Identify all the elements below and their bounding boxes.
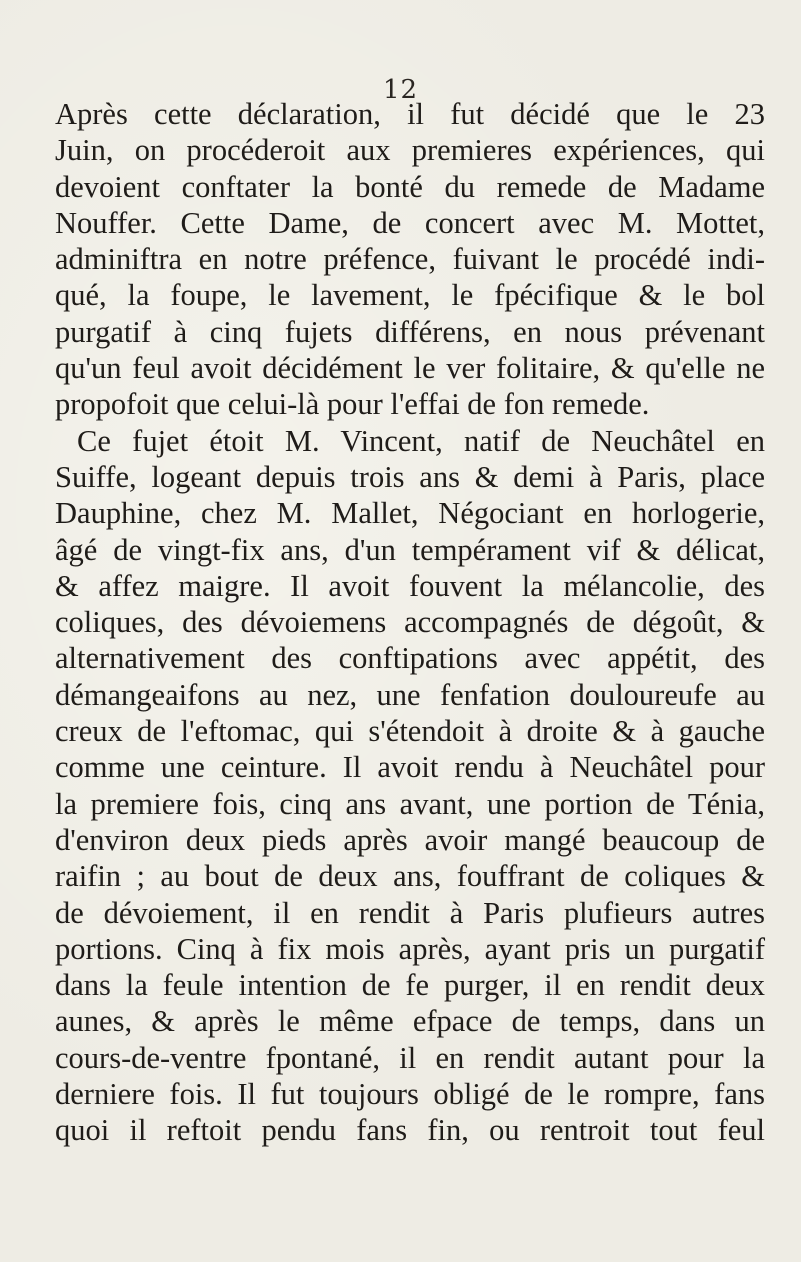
text-line: de dévoiement, il en rendit à Paris plufieurs autres — [55, 895, 765, 930]
text-line: propofoit que celui-là pour l'effai de fon remede. — [55, 387, 650, 422]
text-line: devoient conftater la bonté du remede de Madame — [55, 169, 765, 204]
text-line: Dauphine, chez M. Mallet, Négociant en horlogerie, — [55, 496, 765, 531]
text-line: qu'un feul avoit décidément le ver folitaire, & qu'elle ne — [55, 351, 765, 386]
body-text — [55, 96, 765, 1149]
text-line: coliques, des dévoiemens accompagnés de dégoût, & — [55, 605, 765, 640]
text-line: portions. Cinq à fix mois après, ayant pris un purgatif — [55, 931, 765, 966]
text-line: raifin ; au bout de deux ans, fouffrant de coliques & — [55, 859, 765, 894]
text-line: âgé de vingt-fix ans, d'un tempérament vif & délicat, — [55, 532, 765, 567]
page-number: 12 — [382, 75, 419, 105]
text-line: Juin, on procéderoit aux premieres expériences, qui — [55, 133, 765, 168]
text-line: creux de l'eftomac, qui s'étendoit à droite & à gauche — [55, 714, 765, 749]
text-line: Après cette déclaration, il fut décidé que le 23 — [55, 97, 765, 131]
text-line: Suiffe, logeant depuis trois ans & demi à Paris, place — [55, 459, 765, 494]
text-line: d'environ deux pieds après avoir mangé beaucoup de — [55, 822, 765, 857]
text-line: cours-de-ventre fpontané, il en rendit autant pour la — [55, 1040, 765, 1075]
text-line: aunes, & après le même efpace de temps, dans un — [55, 1004, 765, 1039]
text-line: adminiftra en notre préfence, fuivant le procédé indi- — [55, 242, 765, 277]
text-line: dans la feule intention de fe purger, il en rendit deux — [55, 968, 765, 1003]
text-line: Ce fujet étoit M. Vincent, natif de Neuchâtel en — [77, 423, 765, 458]
text-line: & affez maigre. Il avoit fouvent la mélancolie, des — [55, 568, 765, 603]
text-line: derniere fois. Il fut toujours obligé de le rompre, fans — [55, 1077, 765, 1112]
text-line: comme une ceinture. Il avoit rendu à Neuchâtel pour — [55, 750, 765, 785]
text-line: alternativement des conftipations avec appétit, des — [55, 641, 765, 676]
text-line: la premiere fois, cinq ans avant, une portion de Ténia, — [55, 786, 765, 821]
text-line: Nouffer. Cette Dame, de concert avec M. Mottet, — [55, 205, 765, 240]
text-line: quoi il reftoit pendu fans fin, ou rentroit tout feul — [55, 1113, 765, 1148]
text-line: purgatif à cinq fujets différens, en nous prévenant — [55, 314, 765, 349]
text-line: démangeaifons au nez, une fenfation douloureufe au — [55, 677, 765, 712]
text-line: qué, la foupe, le lavement, le fpécifique & le bol — [55, 278, 765, 313]
